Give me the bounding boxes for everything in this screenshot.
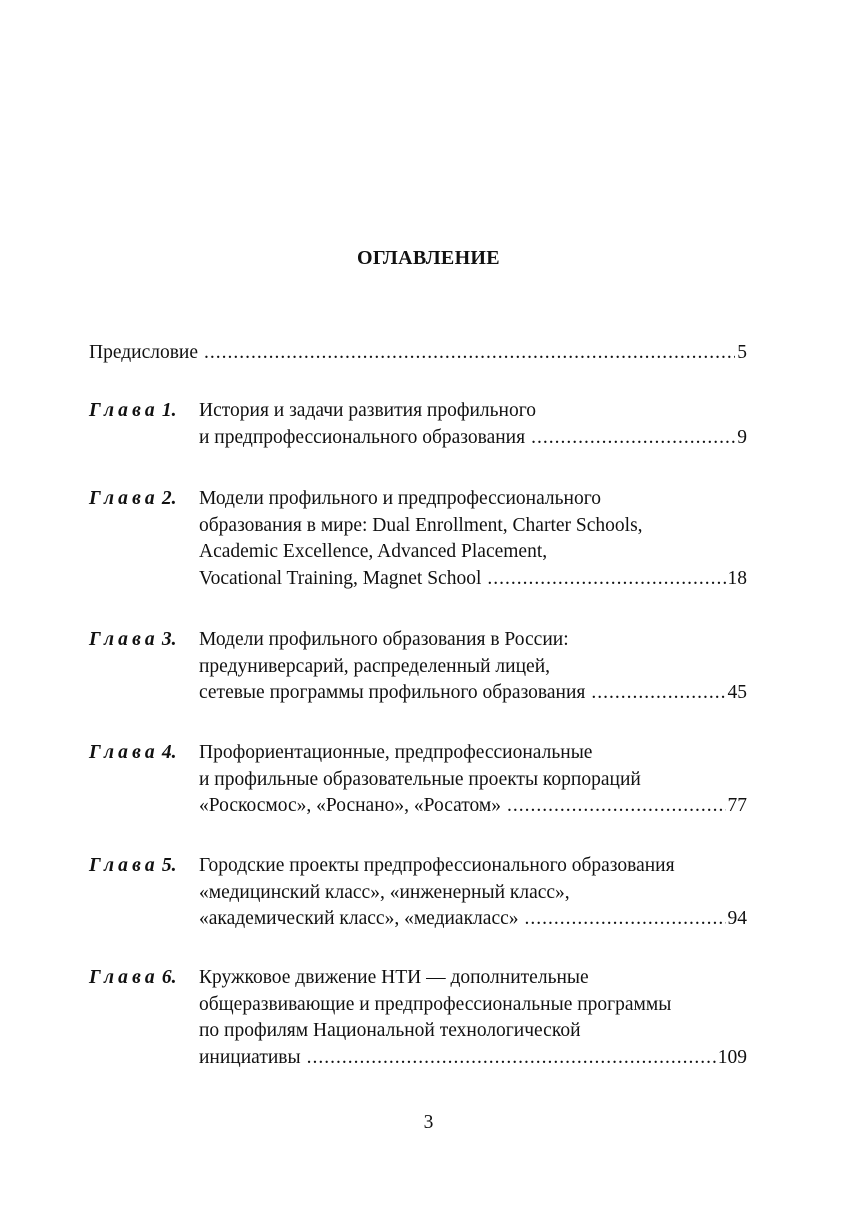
chapter-title-line: инициативы xyxy=(199,1046,301,1068)
chapter-title-line: Профориентационные, предпрофессиональные xyxy=(199,742,593,763)
leader-dots xyxy=(507,793,725,820)
chapter-label xyxy=(89,965,176,991)
chapter-title-last-line xyxy=(199,793,747,820)
chapter-title-last-line xyxy=(199,566,747,593)
leader-dots xyxy=(307,1045,716,1072)
chapter-number: 6. xyxy=(161,967,177,988)
chapter-label xyxy=(89,627,176,653)
chapter-title-last-line xyxy=(199,1045,747,1072)
chapter-number: 3. xyxy=(161,629,177,650)
chapter-title-line: Vocational Training, Magnet School xyxy=(199,567,482,589)
toc-page-number: 94 xyxy=(727,908,747,929)
leader-dots xyxy=(531,425,735,452)
chapter-title-line: общеразвивающие и предпрофессиональные программы xyxy=(199,993,672,1015)
chapter-label xyxy=(89,853,176,879)
toc-page-number: 5 xyxy=(737,342,747,363)
page-title: ОГЛАВЛЕНИЕ xyxy=(357,247,500,269)
chapter-title xyxy=(199,965,747,1071)
chapter-title-line: предуниверсарий, распределенный лицей, xyxy=(199,655,550,677)
toc-page-number: 18 xyxy=(727,567,747,589)
chapter-title-line: и предпрофессионального образования xyxy=(199,426,526,448)
chapter-title-line: по профилям Национальной технологической xyxy=(199,1020,581,1041)
chapter-title-last-line xyxy=(199,425,747,452)
chapter-label xyxy=(89,740,176,766)
leader-dots xyxy=(204,340,735,366)
leader-dots xyxy=(591,680,725,707)
leader-dots xyxy=(487,566,725,593)
toc-entry-preface[interactable] xyxy=(89,340,747,366)
chapter-word: Глава xyxy=(89,400,159,421)
chapter-title-last-line xyxy=(199,906,747,933)
chapter-title-line: и профильные образовательные проекты корпораций xyxy=(199,768,641,790)
chapter-title-last-line xyxy=(199,680,747,707)
leader-dots xyxy=(525,906,726,933)
toc-page-number: 9 xyxy=(737,426,747,448)
chapter-title xyxy=(199,740,747,820)
chapter-title-line: образования в мире: Dual Enrollment, Charter Schools, xyxy=(199,514,643,536)
chapter-word: Глава xyxy=(89,742,159,763)
page-number-footer: 3 xyxy=(423,1112,434,1133)
chapter-title-line: «Роскосмос», «Роснано», «Росатом» xyxy=(199,795,502,816)
toc-page-number: 45 xyxy=(727,682,747,703)
chapter-title-line: сетевые программы профильного образования xyxy=(199,682,586,703)
toc-page-number: 77 xyxy=(727,795,747,816)
chapter-title-line: История и задачи развития профильного xyxy=(199,400,536,421)
chapter-word: Глава xyxy=(89,967,159,988)
chapter-title-line: «медицинский класс», «инженерный класс», xyxy=(199,881,570,903)
chapter-word: Глава xyxy=(89,629,159,650)
chapter-label xyxy=(89,398,176,424)
chapter-title-line: «академический класс», «медиакласс» xyxy=(199,908,519,929)
chapter-number: 2. xyxy=(161,488,177,509)
chapter-title-line: Academic Excellence, Advanced Placement, xyxy=(199,541,548,562)
toc-page-number: 109 xyxy=(717,1046,747,1068)
chapter-title xyxy=(199,398,747,451)
chapter-title xyxy=(199,486,747,592)
chapter-label xyxy=(89,486,176,512)
chapter-title xyxy=(199,853,747,933)
chapter-word: Глава xyxy=(89,855,159,876)
chapter-number: 4. xyxy=(161,742,177,763)
chapter-word: Глава xyxy=(89,488,159,509)
chapter-title xyxy=(199,627,747,707)
chapter-title-line: Кружковое движение НТИ — дополнительные xyxy=(199,967,589,988)
chapter-title-line: Городские проекты предпрофессионального образования xyxy=(199,855,675,876)
chapter-title-line: Модели профильного образования в России: xyxy=(199,629,569,650)
chapter-number: 1. xyxy=(161,400,177,421)
toc-entry-label: Предисловие xyxy=(89,342,199,363)
chapter-title-line: Модели профильного и предпрофессионального xyxy=(199,488,601,509)
chapter-number: 5. xyxy=(161,855,177,876)
